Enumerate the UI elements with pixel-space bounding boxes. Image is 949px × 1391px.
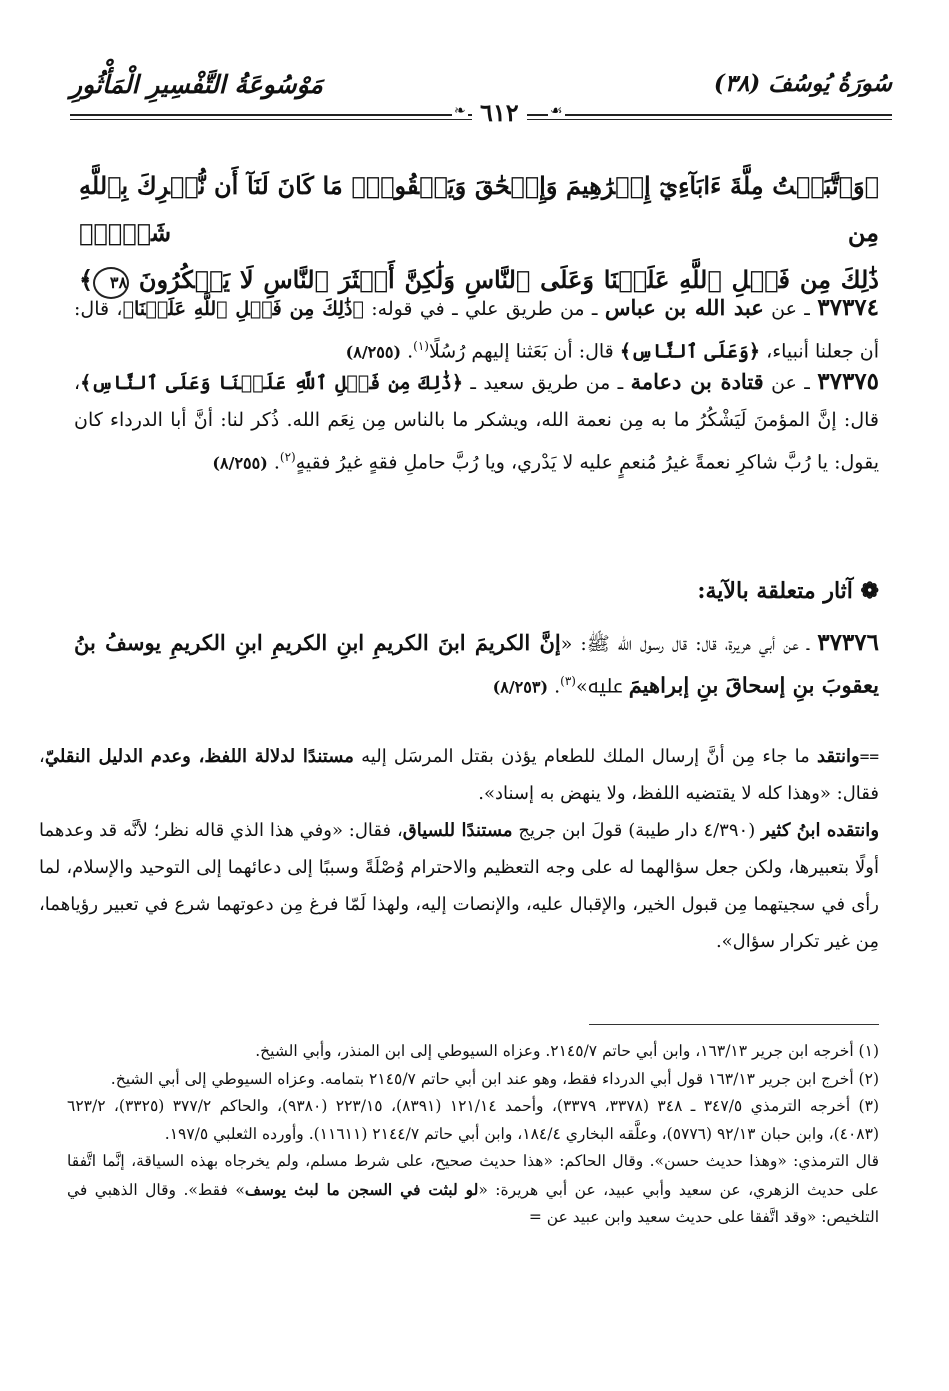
text-run: (٤/٣٩٠ دار طيبة) قولَ ابن جريج [512,820,762,841]
hadith-quote: لو لبثت في السجن ما لبث يوسف [244,1179,479,1199]
text-run: قال الترمذي: «وهذا حديث حسن». وقال الحاكم: «هذا حديث صحيح، على شرط مسلم، ولم يخرجاه بهذه السياقة، إنَّما اتَّفقا على حديث الزهري، عن سعيد وأبي عبيد، عن أبي هريرة: « [67,1152,879,1199]
verse-line: ﴿وَٱتَّبَعۡتُ مِلَّةَ ءَابَآءِيٓ إِبۡرَٰهِيمَ وَإِسۡحَٰقَ وَيَعۡقُوبَۚ مَا كَانَ لَنَآ أَن نُّشۡرِكَ بِٱللَّهِ مِن شَيۡءٖۚ [79,171,879,247]
narration-37376 [74,624,879,705]
narration-37374 [74,289,879,370]
scholar-name: ابنُ كثير [761,820,821,841]
text-run: » فقط». وقال الذهبي في التلخيص: «وقد اتَّفقا على حديث سعيد وابن عبيد عن = [67,1180,879,1226]
text-run: ، فقال: «وهذا كله لا يقتضيه اللفظ، ولا ينهض به إسناد». [39,746,879,804]
narration-paragraph [74,624,879,705]
text-run: وانتقد [817,746,860,767]
narration-number: ٣٧٣٧٤ [817,294,880,321]
text-run: ما جاء مِن أنَّ إرسال الملك للطعام يؤذن بقتل المرسَل إليه [353,746,818,767]
footnote-1: (١) أخرجه ابن جرير ١٦٣/١٣، وابن أبي حاتم ٢١٤٥/٧. وعزاه السيوطي إلى ابن المنذر، وأبي الشيخ. [255,1042,879,1060]
book-title: مَوْسُوعَةُ التَّفْسِيرِ الْمَأْثُورِ [70,70,323,99]
verse-close-bracket: ﴾ [79,265,94,294]
footnote-2: (٢) أخرج ابن جرير ١٦٣/١٣ قول أبي الدرداء فقط، وهو عند ابن أبي حاتم ٢١٤٥/٧ بتمامه. وعزاه السيوطي إلى أبي الشيخ. [110,1069,879,1088]
narrator-name: قتادة بن دعامة [630,369,764,394]
verse-text: ذَٰلِكَ مِن فَضۡلِ ٱللَّهِ عَلَيۡنَا وَعَلَى ٱلنَّاسِ وَلَٰكِنَّ أَكۡثَرَ ٱلنَّاسِ لَا يَشۡكُرُونَ [138,265,879,294]
quran-quote: ﴿وَعَلَى ٱلنَّاسِ﴾ [619,340,761,363]
text-run: ـ من طريق علي ـ في قوله: [363,298,605,320]
narration-number: ٣٧٣٧٦ [817,629,879,656]
verse-number-badge: ٣٨ [93,267,129,299]
commentary-continuation [39,738,879,960]
footnote-3: (٣) أخرجه الترمذي ٣٤٧/٥ ـ ٣٤٨ (٣٣٧٨، ٣٣٧٩)، وأحمد ١٢١/١٤ (٨٣٩١)، ٢٢٣/١٥ (٩٣٨٠)، والحاكم ٣٧٧/٢ (٣٣٢٥)، ٦٢٣/٢ (٤٠٨٣)، وابن حبان ٩٢/١٣ (٥٧٧٦)، وعلَّقه البخاري ١٨٤/٤، وابن أبي حاتم ٢١٤٤/٧ (١١٦١١). وأورده الثعلبي ١٩٧/٥. [67,1097,879,1143]
text-run: ـ من طريق سعيد ـ [462,372,631,394]
hadith-text: إنَّ الكريمَ ابنَ الكريمِ ابنِ الكريمِ ابنِ الكريمِ يوسفُ بنُ يعقوبَ بنِ إسحاقَ بنِ إبراهيمَ [74,630,879,698]
text-run: ـ عن [763,298,810,320]
footnote-marker[interactable]: (٢) [279,450,296,464]
text-run: . [273,451,280,474]
narration-number: ٣٧٣٧٥ [817,368,880,395]
text-run: مستندًا لدلالة اللفظ، وعدم الدليل النقليّ [44,746,354,767]
text-run: قال: أن بَعَثنا إليهم رُسُلًا [428,340,620,363]
footnote-marker[interactable]: (١) [413,339,429,353]
narration-paragraph [74,363,879,481]
text-run: ، قال: إنَّ المؤمنَ لَيَشْكُرُ ما به مِن نعمة الله، ويشكر ما بالناس مِن نِعَم الله. ذُكر لنا: أنَّ أبا الدرداء كان يقول: يا رُبَّ شاكرِ نعمةً غيرُ مُنعمٍ عليه لا يَدْري، ويا رُبَّ حاملِ فقهٍ غيرُ فقيهٍ [74,372,879,474]
quran-verse [79,162,879,303]
text-run: ، فقال: «وفي هذا الذي قاله نظر؛ لأنَّه قد وعدهما أولًا بتعبيرها، ولكن جعل سؤالهما له على وجه التعظيم والاحترام وُصْلَةً وسببًا إلى دعائهما إلى التوحيد والإسلام، لما رأى في سجيتهما مِن قبول الخير، والإقبال عليه، والإنصات إليه، ولهذا لَمّا فرغ مِن دعوتهما شرع في تعبير رؤياهما، مِن غير تكرار سؤال». [39,820,879,952]
text-run: مستندًا للسياق [402,820,513,841]
footnote-separator [589,1024,879,1025]
text-run: ﷷ» [575,675,629,698]
quran-quote: ﴿ذَٰلِكَ مِن فَضۡلِ ٱللَّهِ عَلَيۡنَا﴾ [122,298,364,320]
text-run: ، قال: أن جعلنا أنبياء، [74,298,879,363]
narrator-name: عبد الله بن عباس [604,295,764,320]
footnote-marker[interactable]: (٣) [560,674,576,688]
volume-reference: (٨/٢٥٥) [212,453,268,473]
volume-reference: (٨/٢٥٥) [345,342,402,362]
text-run: . [407,340,414,363]
page-header [70,62,892,127]
footnotes [67,1038,879,1232]
page-number: ٦١٢ [472,98,527,127]
narration-paragraph [74,289,879,370]
text-run: . [554,675,561,698]
continuation-marker: == [859,747,879,766]
surah-title: سُورَةُ يُوسُفَ (٣٨) [713,70,892,97]
text-run: ـ عن أبي هريرة، قال: قال رسول الله ﷺ: « [560,633,810,655]
footnote-3-commentary [67,1148,879,1232]
quran-quote: ﴿ذَٰلِكَ مِن فَضۡلِ ٱللَّهِ عَلَيۡنَا وَعَلَى ٱلنَّاسِ﴾ [80,372,463,394]
commentary-paragraph [39,812,879,960]
text-run: ـ عن [763,372,810,394]
ornament-icon: ❧ [454,103,466,119]
narration-37375 [74,363,879,481]
text-run: وانتقده [820,820,880,841]
volume-reference: (٨/٢٥٣) [492,677,549,697]
commentary-paragraph [39,738,879,812]
ornament-icon: ☙ [550,103,563,119]
section-heading: ❁ آثار متعلقة بالآية: [697,578,879,604]
